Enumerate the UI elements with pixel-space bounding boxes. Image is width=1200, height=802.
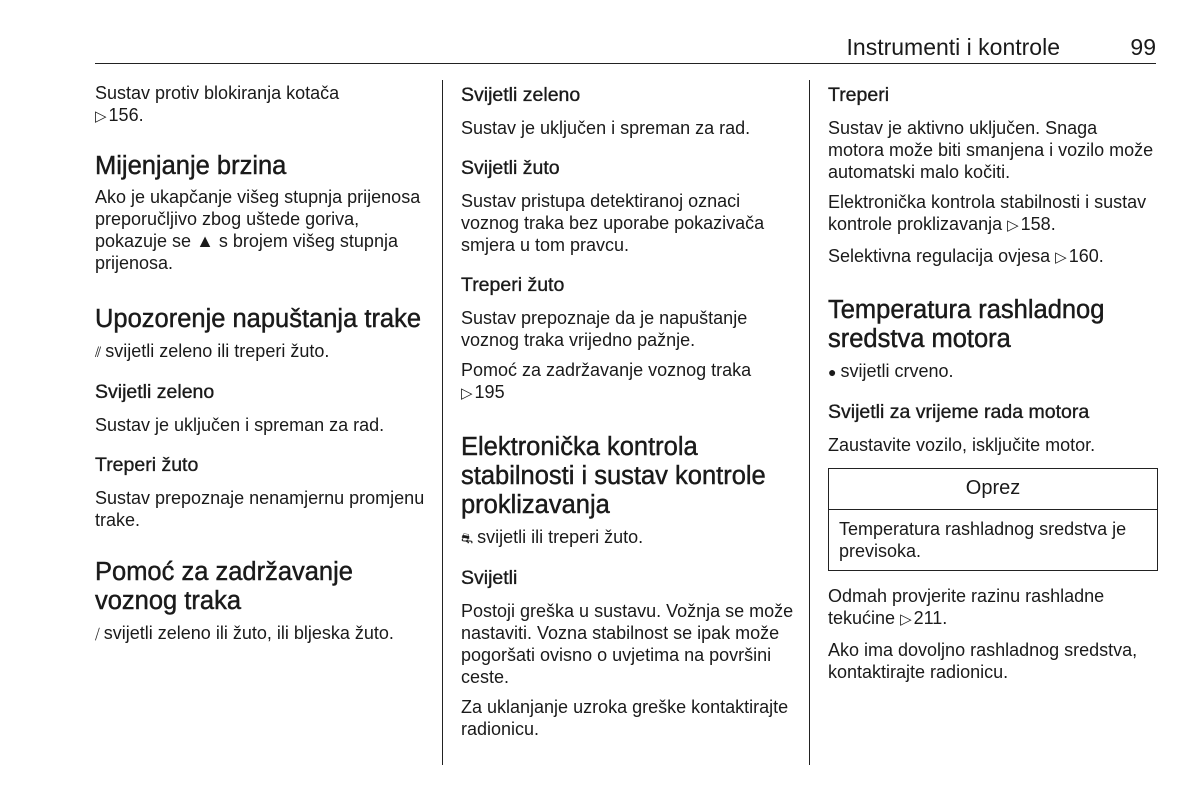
flash-text: Sustav prepoznaje da je napuštanje voznog traka vrijedno pažnje. xyxy=(461,308,748,350)
esc-heading: Elektronička kontrola stabilnosti i sustav kontrole proklizavanja xyxy=(461,433,766,519)
temp-lit-heading: Svijetli za vrijeme rada motora xyxy=(828,401,1090,423)
assist-reference xyxy=(461,359,796,405)
caution-text: Temperatura rashladnog sredstva je previsoka. xyxy=(839,519,1127,561)
header-rule xyxy=(95,63,1156,64)
lane-departure-heading: Upozorenje napuštanja trake xyxy=(95,305,422,333)
treperi-text: Sustav je aktivno uključen. Snaga motora može biti smanjena i vozilo može automatski malo kočiti. xyxy=(828,118,1154,182)
fix-text: Za uklanjanje uzroka greške kontaktirajte radionicu. xyxy=(461,697,789,739)
enough-coolant-text: Ako ima dovoljno rashladnog sredstva, kontaktirajte radionicu. xyxy=(828,640,1138,682)
column-3 xyxy=(828,82,1158,691)
lane-departure-status-text: svijetli zeleno ili treperi žuto. xyxy=(105,341,330,361)
column-divider-left xyxy=(442,80,443,765)
abs-ref-page[interactable]: 156. xyxy=(108,105,144,125)
coolant-check-text: Odmah provjerite razinu rashladne tekućine xyxy=(828,586,1105,628)
esc-warning-icon: ⛐ xyxy=(461,530,474,546)
coolant-temp-status-text: svijetli crveno. xyxy=(840,361,954,381)
lane-green-heading: Svijetli zeleno xyxy=(95,381,215,403)
yellow-text: Sustav pristupa detektiranoj oznaci voznog traka bez uporabe pokazivača smjera u tom pravcu. xyxy=(461,191,765,255)
lane-assist-status-text: svijetli zeleno ili žuto, ili bljeska žuto. xyxy=(103,623,394,643)
abs-text: Sustav protiv blokiranja kotača xyxy=(95,83,340,103)
esc-reference xyxy=(828,191,1158,237)
flash-heading: Treperi žuto xyxy=(461,274,565,296)
column-divider-right xyxy=(809,80,810,765)
lane-departure-icon: ⫽ xyxy=(95,344,102,360)
column-1 xyxy=(95,82,430,653)
lane-flash-text: Sustav prepoznaje nenamjernu promjenu trake. xyxy=(95,488,425,530)
column-2 xyxy=(461,82,796,748)
coolant-temp-heading: Temperatura rashladnog sredstva motora xyxy=(828,296,1105,353)
esc-ref-page[interactable]: 158. xyxy=(1020,214,1056,234)
lane-flash-heading: Treperi žuto xyxy=(95,454,199,476)
lit-text: Postoji greška u sustavu. Vožnja se može nastaviti. Vozna stabilnost se ipak može pogoršati ovisno o uvjetima na površini ceste. xyxy=(461,601,794,687)
page-number: 99 xyxy=(1130,34,1156,60)
lane-assist-heading: Pomoć za zadržavanje voznog traka xyxy=(95,558,353,615)
temp-lit-text: Zaustavite vozilo, isključite motor. xyxy=(828,435,1096,455)
reference-arrow-icon: ▷ xyxy=(900,611,912,628)
reference-arrow-icon: ▷ xyxy=(95,108,107,125)
esc-status-text: svijetli ili treperi žuto. xyxy=(477,527,644,547)
yellow-heading: Svijetli žuto xyxy=(461,157,560,179)
assist-reference-text: Pomoć za zadržavanje voznog traka xyxy=(461,360,752,380)
lane-assist-icon: ⧸ xyxy=(95,626,100,642)
lane-green-text: Sustav je uključen i spreman za rad. xyxy=(95,415,385,435)
suspension-reference xyxy=(828,245,1158,269)
caution-box xyxy=(828,468,1158,571)
reference-arrow-icon: ▷ xyxy=(1007,217,1019,234)
esc-status xyxy=(461,526,796,549)
gear-shift-heading: Mijenjanje brzina xyxy=(95,152,287,180)
lane-departure-status xyxy=(95,340,430,363)
caution-title: Oprez xyxy=(829,469,1157,510)
suspension-text: Selektivna regulacija ovjesa xyxy=(828,246,1051,266)
esc-reference-text: Elektronička kontrola stabilnosti i sustav kontrole proklizavanja xyxy=(828,192,1147,234)
treperi-heading: Treperi xyxy=(828,84,890,106)
assist-ref-page[interactable]: 195 xyxy=(474,382,505,402)
header-title: Instrumenti i kontrole xyxy=(846,34,1060,60)
green-heading: Svijetli zeleno xyxy=(461,84,581,106)
green-text: Sustav je uključen i spreman za rad. xyxy=(461,118,751,138)
reference-arrow-icon: ▷ xyxy=(1055,249,1067,266)
lit-heading: Svijetli xyxy=(461,567,518,589)
coolant-check xyxy=(828,585,1158,631)
coolant-temp-icon: ● xyxy=(828,364,837,380)
coolant-temp-status xyxy=(828,360,1158,383)
suspension-ref-page[interactable]: 160. xyxy=(1068,246,1104,266)
reference-arrow-icon: ▷ xyxy=(461,385,473,402)
gear-shift-text: Ako je ukapčanje višeg stupnja prijenosa preporučljivo zbog uštede goriva, pokazuje se ▲ s brojem višeg stupnja prijenosa. xyxy=(95,187,421,273)
abs-reference xyxy=(95,82,430,128)
lane-assist-status xyxy=(95,622,430,645)
coolant-ref-page[interactable]: 211. xyxy=(913,608,948,628)
